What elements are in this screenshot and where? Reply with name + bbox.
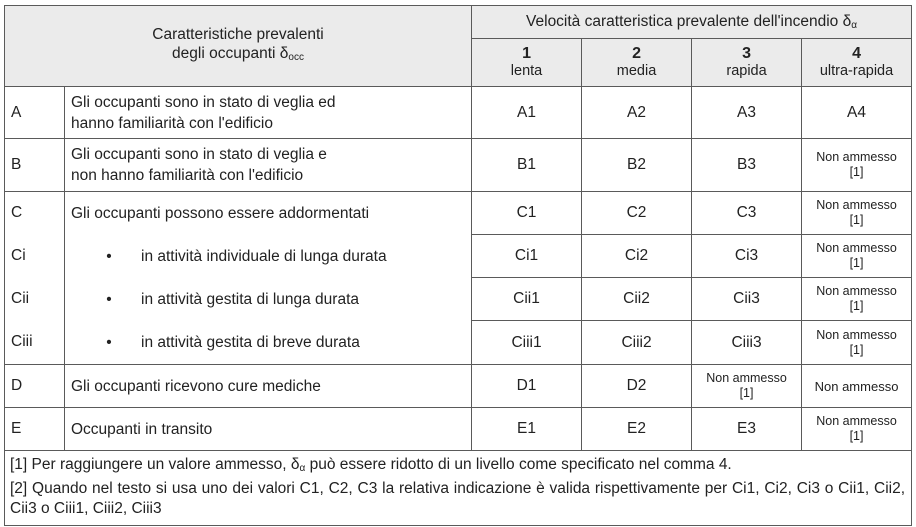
- table-row: [5, 139, 912, 192]
- footnote-ref: [1]: [849, 429, 864, 443]
- occupant-header-sub: occ: [288, 52, 304, 63]
- table-cell-not-allowed: [802, 235, 912, 278]
- table-cell: E2: [582, 408, 692, 451]
- table-cell-not-allowed: [802, 321, 912, 365]
- row-description-line2: non hanno familiarità con l'edificio: [71, 167, 304, 184]
- row-description-text: in attività individuale di lunga durata: [141, 247, 387, 265]
- footnote-ref: [1]: [739, 386, 754, 400]
- table-cell: D2: [582, 365, 692, 408]
- table-cell-not-allowed: [802, 408, 912, 451]
- table-cell: Ciii1: [472, 321, 582, 365]
- not-allowed-text: Non ammesso: [706, 371, 787, 385]
- table-cell: Ci3: [692, 235, 802, 278]
- table-row: [5, 321, 912, 365]
- occupant-characteristics-header: [5, 6, 472, 87]
- footnotes: [5, 451, 912, 526]
- table-row: [5, 365, 912, 408]
- not-allowed-text: Non ammesso: [816, 241, 897, 255]
- table-cell: Cii1: [472, 278, 582, 321]
- footnote-1: [1] Per raggiungere un valore ammesso, $\delta_\alpha$ può essere ridotto di un livello come specificato nel comma 4.: [10, 456, 732, 474]
- not-allowed-text: Non ammesso: [816, 327, 897, 342]
- table-cell: A4: [802, 87, 912, 139]
- bullet-icon: •: [106, 333, 112, 351]
- column-label: media: [616, 63, 657, 79]
- column-label: rapida: [726, 63, 767, 79]
- table-cell: D1: [472, 365, 582, 408]
- fire-velocity-header: [472, 6, 912, 39]
- table-cell-not-allowed: [802, 278, 912, 321]
- footnote-2: [2] Quando nel testo si usa uno dei valori C1, C2, C3 la relativa indicazione è valida rispettivamente per Ci1, Ci2, Ci3 o Cii1, Cii2, Cii3 o Ciii1, Ciii2, Ciii3: [10, 480, 906, 517]
- footnote-ref: [1]: [849, 256, 864, 270]
- table-cell: A3: [692, 87, 802, 139]
- table-cell: A1: [472, 87, 582, 139]
- row-code: Ciii: [5, 321, 65, 365]
- table-cell-not-allowed: [802, 192, 912, 235]
- footnote-ref: [1]: [849, 165, 864, 179]
- row-code: D: [5, 365, 65, 408]
- table-cell: E1: [472, 408, 582, 451]
- row-description-line1: Gli occupanti sono in stato di veglia e: [71, 146, 327, 163]
- column-number: 4: [852, 45, 861, 62]
- row-description: Gli occupanti ricevono cure mediche: [65, 365, 472, 408]
- row-code: C: [5, 192, 65, 235]
- occupant-header-line2: degli occupanti δ: [172, 45, 289, 62]
- table-cell: B1: [472, 139, 582, 192]
- not-allowed-text: Non ammesso: [816, 198, 897, 212]
- table-cell: C3: [692, 192, 802, 235]
- footnotes-row: [5, 451, 912, 526]
- occupant-fire-velocity-table: [4, 5, 912, 526]
- row-description-text: in attività gestita di lunga durata: [141, 290, 359, 308]
- table-cell-not-allowed: [692, 365, 802, 408]
- row-code: B: [5, 139, 65, 192]
- row-code: Cii: [5, 278, 65, 321]
- not-allowed-text: Non ammesso: [816, 414, 897, 428]
- column-number: 2: [632, 45, 641, 62]
- bullet-icon: •: [106, 290, 112, 308]
- column-header-3: [692, 39, 802, 87]
- table-row: [5, 408, 912, 451]
- table-cell: E3: [692, 408, 802, 451]
- table-cell: C2: [582, 192, 692, 235]
- table-cell-not-allowed: Non ammesso: [802, 365, 912, 408]
- table-cell: Ci2: [582, 235, 692, 278]
- bullet-icon: •: [106, 247, 112, 265]
- not-allowed-text: Non ammesso: [816, 150, 897, 164]
- table-cell-not-allowed: [802, 139, 912, 192]
- column-header-4: [802, 39, 912, 87]
- table-cell: A2: [582, 87, 692, 139]
- column-number: 1: [522, 45, 531, 62]
- table-cell: Ciii2: [582, 321, 692, 365]
- row-description: [65, 235, 472, 278]
- footnote-ref: [1]: [849, 342, 864, 357]
- table-cell: Cii3: [692, 278, 802, 321]
- row-code: A: [5, 87, 65, 139]
- column-header-1: [472, 39, 582, 87]
- row-description: [65, 278, 472, 321]
- table-cell: B3: [692, 139, 802, 192]
- table-cell: Ci1: [472, 235, 582, 278]
- footnote-ref: [1]: [849, 213, 864, 227]
- row-description: [65, 87, 472, 139]
- fire-velocity-title: Velocità caratteristica prevalente dell'incendio δ: [526, 13, 852, 30]
- table-row: [5, 235, 912, 278]
- row-code: E: [5, 408, 65, 451]
- occupant-header-line1: Caratteristiche prevalenti: [152, 26, 324, 43]
- column-label: lenta: [510, 63, 543, 79]
- fire-velocity-sub: α: [851, 20, 858, 31]
- row-description-line2: hanno familiarità con l'edificio: [71, 114, 273, 132]
- table-row: [5, 278, 912, 321]
- not-allowed-text: Non ammesso: [816, 284, 897, 298]
- table-cell: C1: [472, 192, 582, 235]
- column-number: 3: [742, 45, 751, 62]
- table-cell: Cii2: [582, 278, 692, 321]
- row-description: [65, 321, 472, 365]
- row-description: [65, 139, 472, 192]
- row-description-text: in attività gestita di breve durata: [141, 333, 360, 351]
- row-code: Ci: [5, 235, 65, 278]
- row-description: Gli occupanti possono essere addormentati: [65, 192, 472, 235]
- table-row: [5, 192, 912, 235]
- table-row: [5, 87, 912, 139]
- column-label: ultra-rapida: [819, 63, 894, 79]
- table-cell: Ciii3: [692, 321, 802, 365]
- table-cell: B2: [582, 139, 692, 192]
- row-description-line1: Gli occupanti sono in stato di veglia ed: [71, 93, 336, 111]
- footnote-ref: [1]: [849, 299, 864, 313]
- row-description: Occupanti in transito: [65, 408, 472, 451]
- column-header-2: [582, 39, 692, 87]
